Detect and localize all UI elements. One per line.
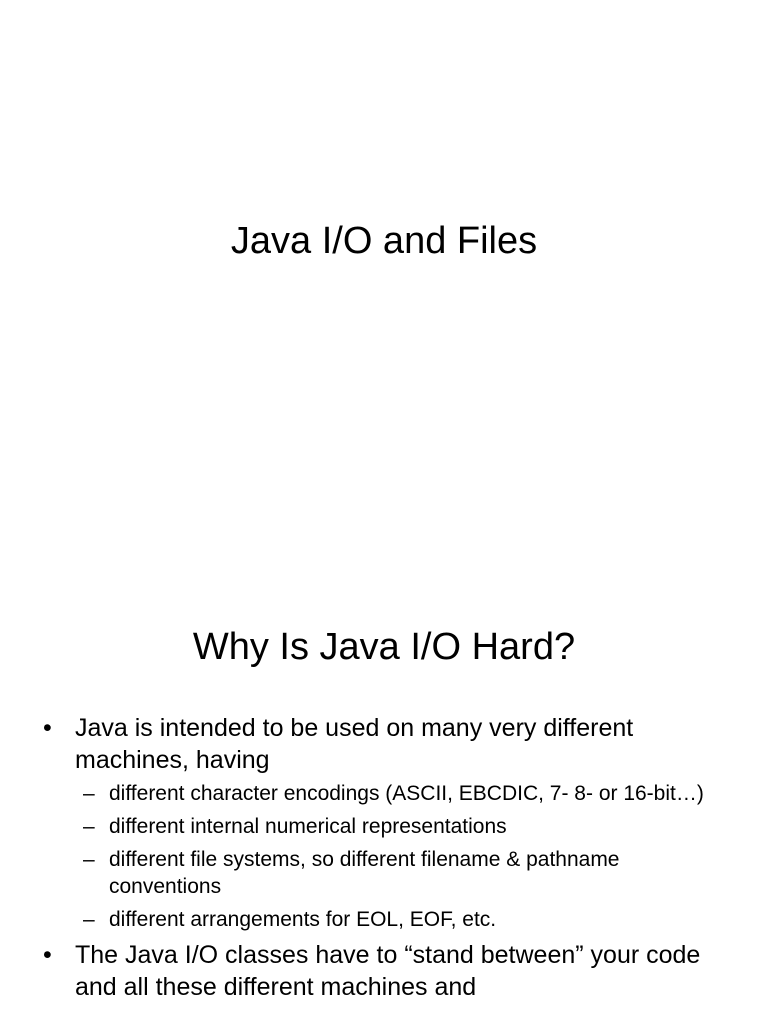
bullet-text: The Java I/O classes have to “stand between” your code and all these different machines and: [75, 941, 701, 1001]
sub-bullet-item: [75, 813, 708, 840]
sub-bullet-text: different character encodings (ASCII, EBCDIC, 7- 8- or 16-bit…): [109, 782, 704, 805]
sub-bullet-item: [75, 906, 708, 933]
bullet-list: [0, 712, 768, 1007]
sub-bullet-marker: –: [83, 908, 95, 931]
sub-bullet-text: different arrangements for EOL, EOF, etc.: [109, 908, 497, 931]
bullet-text: Java is intended to be used on many very different machines, having: [75, 714, 634, 774]
sub-bullet-text: different file systems, so different filename & pathname conventions: [109, 848, 620, 898]
sub-bullet-list: [75, 780, 708, 933]
bullet-item: [0, 939, 768, 1003]
slide-title: Java I/O and Files: [230, 220, 538, 262]
sub-bullet-item: [75, 846, 708, 900]
slide-heading: Why Is Java I/O Hard?: [192, 626, 576, 668]
sub-bullet-marker: –: [83, 815, 95, 838]
sub-bullet-text: different internal numerical representations: [109, 815, 507, 838]
sub-bullet-marker: –: [83, 848, 95, 871]
slide-why-io-hard: [0, 576, 768, 1024]
bullet-marker: •: [43, 714, 52, 742]
bullet-marker: •: [43, 941, 52, 969]
sub-bullet-marker: –: [83, 782, 95, 805]
sub-bullet-item: [75, 780, 708, 807]
bullet-item: [0, 712, 768, 933]
